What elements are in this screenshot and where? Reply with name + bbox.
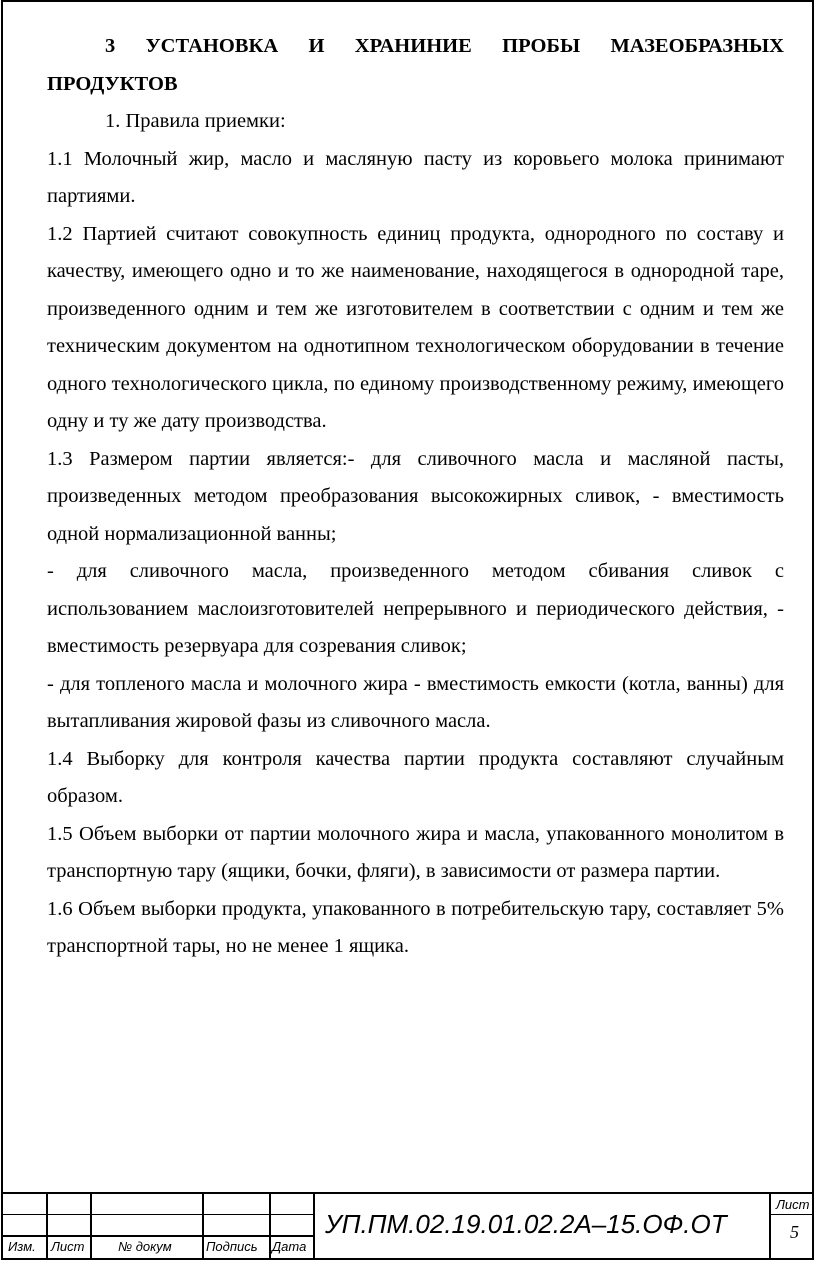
stamp-col-doc-number: № докум [118, 1239, 172, 1254]
document-body [47, 28, 784, 966]
paragraph-1-2: 1.2 Партией считают совокупность единиц продукта, однородного по составу и качеству, имеющего одно и то же наименование, находящегося в однородной таре, произведенного одним и тем же изготовителем в соответствии с одним и тем же техническим документом на однотипном технологическом оборудовании в течение одного технологического цикла, по единому производственному режиму, имеющего одну и ту же дату производства. [47, 222, 784, 432]
document-code: УП.ПМ.02.19.01.02.2А–15.ОФ.ОТ [325, 1209, 727, 1239]
paragraph-1-1: 1.1 Молочный жир, масло и масляную пасту из коровьего молока принимают партиями. [47, 147, 784, 207]
stamp-divider [90, 1194, 92, 1258]
paragraph-1-4: 1.4 Выборку для контроля качества партии продукта составляют случайным образом. [47, 747, 784, 807]
stamp-divider [769, 1194, 771, 1258]
sheet-label: Лист [776, 1197, 810, 1212]
paragraph-1-5: 1.5 Объем выборки от партии молочного жира и масла, упакованного монолитом в транспортную тару (ящики, бочки, фляги), в зависимости от размера партии. [47, 822, 784, 882]
stamp-col-sheet: Лист [51, 1239, 85, 1254]
stamp-divider [46, 1194, 48, 1258]
stamp-col-date: Дата [272, 1239, 307, 1254]
paragraph-1-6: 1.6 Объем выборки продукта, упакованного в потребительскую тару, составляет 5% транспортной тары, но не менее 1 ящика. [47, 897, 784, 957]
stamp-row-line [3, 1235, 313, 1237]
paragraph-1-3-item-3: - для топленого масла и молочного жира - вместимость емкости (котла, ванны) для вытапливания жировой фазы из сливочного масла. [47, 672, 784, 732]
stamp-divider [202, 1194, 204, 1258]
subsection-heading: 1. Правила приемки: [105, 110, 286, 132]
paragraph-1-3-item-2: - для сливочного масла, произведенного методом сбивания сливок с использованием маслоизготовителей непрерывного и периодического действия, - вместимость резервуара для созревания сливок; [47, 560, 784, 657]
title-block-stamp [1, 1192, 814, 1260]
stamp-divider [313, 1194, 315, 1258]
stamp-col-change: Изм. [8, 1239, 36, 1254]
stamp-row-line [3, 1214, 313, 1215]
section-heading: 3 УСТАНОВКА И ХРАНИНИЕ ПРОБЫ МАЗЕОБРАЗНЫХ ПРОДУКТОВ [47, 35, 784, 95]
stamp-col-signature: Подпись [206, 1239, 258, 1254]
paragraph-1-3: 1.3 Размером партии является:- для сливочного масла и масляной пасты, произведенных методом преобразования высокожирных сливок, - вместимость одной нормализационной ванны; [47, 447, 784, 545]
stamp-row-line [769, 1214, 814, 1215]
sheet-number: 5 [790, 1222, 799, 1242]
stamp-divider [269, 1194, 271, 1258]
